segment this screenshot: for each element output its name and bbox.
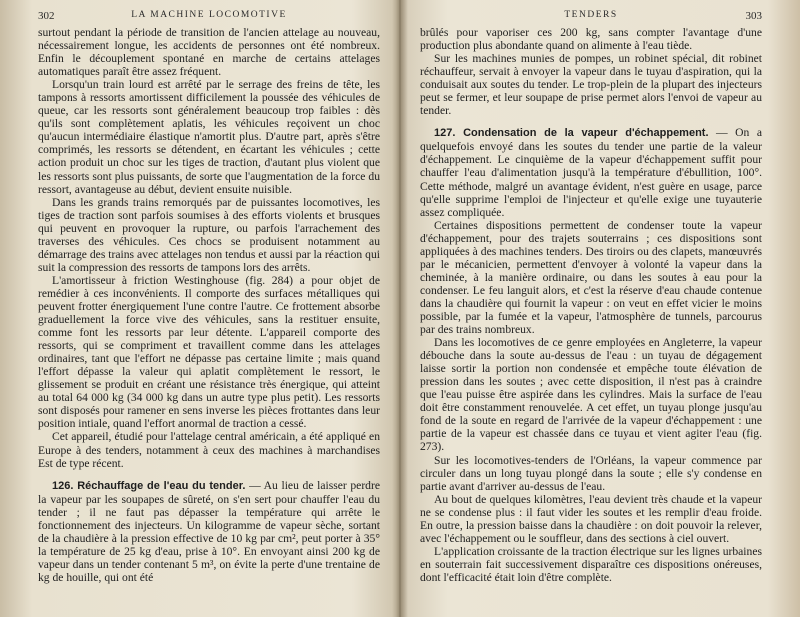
paragraph: Dans les locomotives de ce genre employées en Angleterre, la vapeur débouche dans la soute au-dessus de l'eau : un tuyau de dégagement laisse sortir la portion non condensée et empêche toute élévation de pression dans les soutes ; avec cette disposition, il n'est pas à craindre que l'eau puisse être aspirée dans les cylindres. Mais la surface de l'eau doit être constamment renouvelée. A cet effet, un tuyau plonge jusqu'au fond de la soute en regard de l'arrivée de la vapeur d'échappement : une partie de la vapeur est chassée dans ce tuyau et vient agiter l'eau (fig. 273). — [420, 336, 762, 454]
paragraph: Lorsqu'un train lourd est arrêté par le serrage des freins de tête, les tampons à ressorts amortissent difficilement la poussée des véhicules de queue, car les ressorts sont généralement beaucoup trop faibles : dès qu'ils sont complètement aplatis, les véhicules reçoivent un choc qu'aucun intermédiaire élastique n'amortit plus. D'autre part, après s'être comprimés, les ressorts se détendent, en écartant les véhicules ; cette action produit un choc sur les tiges de traction, d'autant plus violent que les ressorts sont plus puissants, de sorte que l'augmentation de la force du ressort, avantageuse au début, devient ensuite nuisible. — [38, 78, 380, 196]
paragraph: surtout pendant la période de transition de l'ancien attelage au nouveau, nécessairement longue, les accidents de personnes ont été nombreux. Enfin le découplement spontané en marche de certains attelages automatiques paraît être assez fréquent. — [38, 26, 380, 79]
running-title-left: LA MACHINE LOCOMOTIVE — [131, 10, 287, 20]
paragraph: L'application croissante de la traction électrique sur les lignes urbaines en souterrain fait successivement disparaître ces dispositions onéreuses, dont l'efficacité était loin d'être complète. — [420, 544, 762, 584]
left-body-text — [38, 26, 380, 584]
paragraph: brûlés pour vaporiser ces 200 kg, sans compter l'avantage d'une production plus abondante quand on alimente à l'eau tiède. — [420, 26, 762, 53]
section-heading-127: 127. Condensation de la vapeur d'échappement. — [434, 127, 709, 140]
section-text-126: — Au lieu de laisser perdre la vapeur par les soupapes de sûreté, on s'en sert pour chauffer l'eau du tender ; il ne faut pas dépasser la température qui arrête le fonctionnement des injecteurs. Un kilogramme de vapeur sèche, sortant de la chaudière à la pression effective de 10 kg par cm², peut porter à 35° la température de 25 kg d'eau, prise à 10°. En envoyant ainsi 200 kg de vapeur dans un tender contenant 5 m³, on évite la perte d'une trentaine de kg de houille, qui ont été — [38, 478, 380, 584]
section-126 — [38, 479, 380, 584]
paragraph: Cet appareil, étudié pour l'attelage central américain, a été appliqué en Europe à des tenders, notamment à ceux des machines à marchandises Est de type récent. — [38, 430, 380, 470]
right-body-text — [420, 26, 762, 584]
right-page — [400, 0, 800, 617]
paragraph: Dans les grands trains remorqués par de puissantes locomotives, les tiges de traction sont parfois soumises à des efforts violents et brusques qui peuvent en provoquer la rupture, ou parfois l'arrachement des traverses des véhicules. Ces chocs se produisent notamment au démarrage des trains avec attelages non tendus et aussi par la réaction qui suit la compression des ressorts de tampons lors des arrêts. — [38, 195, 380, 274]
paragraph: Sur les machines munies de pompes, un robinet spécial, dit robinet réchauffeur, servait à envoyer la vapeur dans le tuyau d'aspiration, qui la conduisait aux soutes du tender. Le trop-plein de la plupart des injecteurs peut se fermer, et leur soupape de prise permet alors l'envoi de vapeur au tender. — [420, 52, 762, 118]
page-number-left: 302 — [38, 10, 55, 22]
paragraph: L'amortisseur à friction Westinghouse (fig. 284) a pour objet de remédier à ces inconvénients. Il comporte des surfaces métalliques qui peuvent frotter énergiquement l'une contre l'autre. Ce frottement absorbe graduellement la force vive des véhicules, sans la restituer ensuite, comme font les ressorts par leur détente. L'appareil comporte des ressorts, qui se compriment et travaillent comme dans les attelages ordinaires, tant que l'effort ne dépasse pas certaine limite ; mais quand l'effort dépasse la valeur qui aplatit complètement le ressort, le glissement se produit en créant une résistance très énergique, qui atteint au total 64 000 kg (34 000 kg dans un autre type plus petit). Les ressorts sont disposés pour ramener en sens inverse les pièces frottantes dans leur position intiale, quand l'effort anormal de traction a cessé. — [38, 273, 380, 431]
paragraph: Au bout de quelques kilomètres, l'eau devient très chaude et la vapeur ne se condense plus : il faut vider les soutes et les remplir d'eau froide. En outre, la pression baisse dans la chaudière : on doit pouvoir la relever, avec l'échappement ou le souffleur, dans des sections à ciel ouvert. — [420, 492, 762, 545]
paragraph: Sur les locomotives-tenders de l'Orléans, la vapeur commence par circuler dans un long tuyau plongé dans la soute ; elle s'y condense en partie avant d'arriver au-dessus de l'eau. — [420, 453, 762, 493]
section-heading-126: 126. Réchauffage de l'eau du tender. — [52, 479, 246, 492]
book-gutter — [392, 0, 408, 617]
running-title-right: TENDERS — [564, 10, 618, 20]
paragraph: Certaines dispositions permettent de condenser toute la vapeur d'échappement, pour des trajets souterrains ; ces dispositions sont appliquées à des machines tenders. Des tiroirs ou des clapets, manœuvrés par le mécanicien, permettent d'envoyer à volonté la vapeur dans la cheminée, à la manière ordinaire, ou dans les soutes à eau pour la condenser. Le feu languit alors, et c'est la réserve d'eau chaude contenue dans la chaudière qui fournit la vapeur : on veut en effet vicier le moins possible, par la fumée et la vapeur, l'atmosphère de tunnels, parcourus par des trains nombreux. — [420, 218, 762, 337]
left-running-head — [38, 8, 380, 26]
section-127 — [420, 126, 762, 218]
section-text-127: — On a quelquefois envoyé dans les soutes du tender une partie de la valeur d'échappement. Le cinquième de la vapeur d'échappement suffit pour chauffer l'eau d'alimentation jusqu'à la température d'ébullition, 100°. Cette méthode, malgré un avantage évident, n'est guère en usage, parce qu'elle supprime l'emploi de l'injecteur et qu'elle exige une tuyauterie assez compliquée. — [420, 126, 763, 219]
page-number-right: 303 — [745, 10, 762, 22]
right-running-head — [420, 8, 762, 26]
